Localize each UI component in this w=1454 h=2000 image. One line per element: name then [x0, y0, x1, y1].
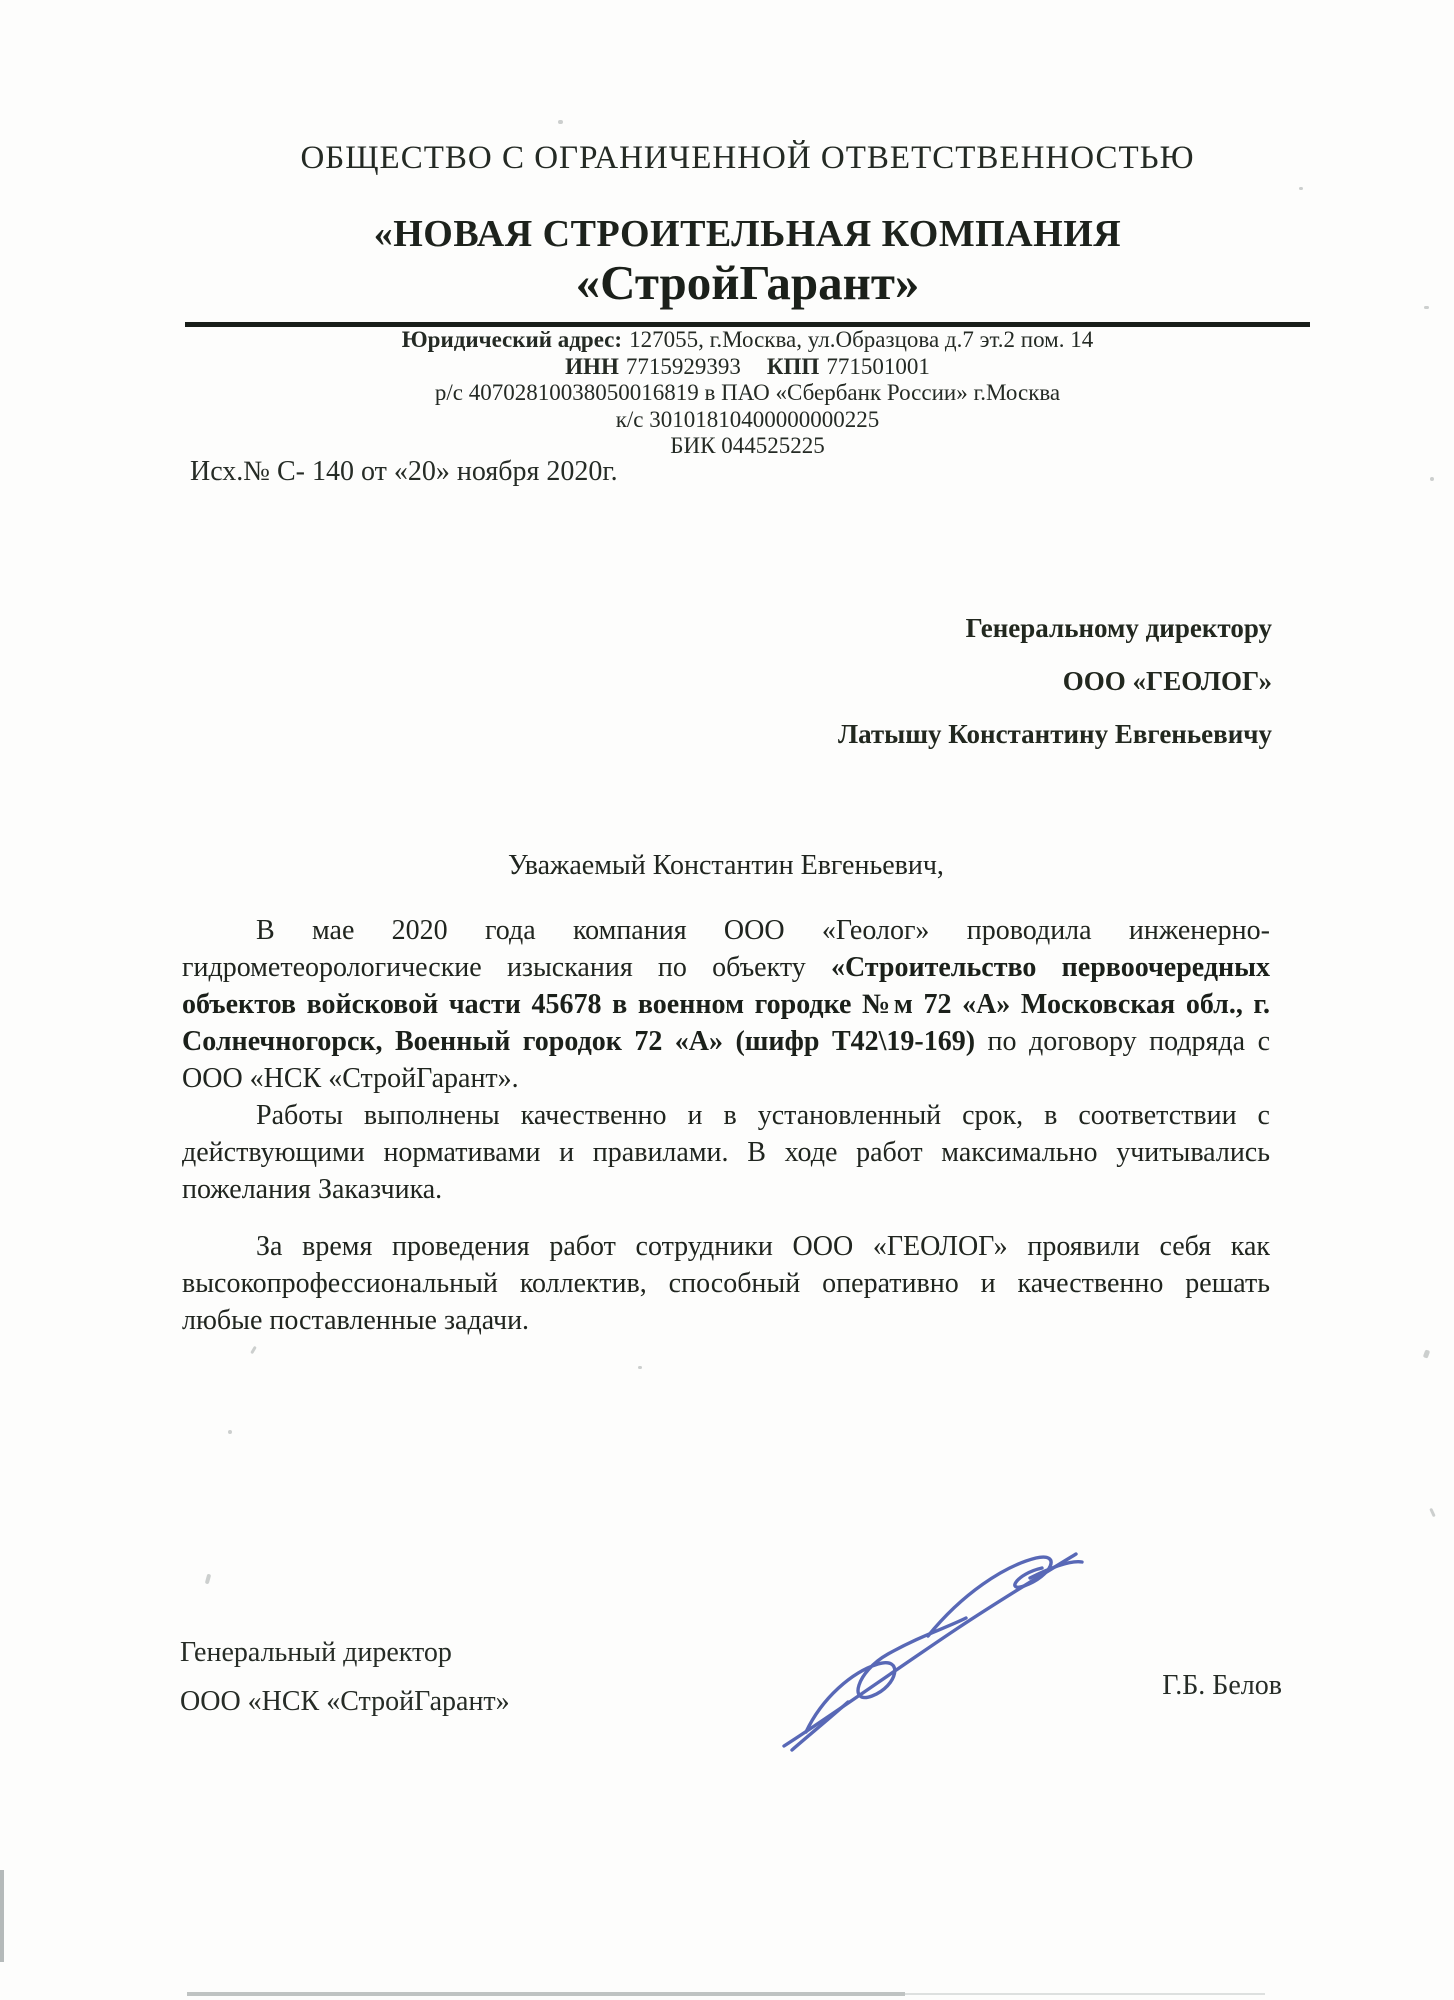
settlement-account-line: р/с 40702810038050016819 в ПАО «Сбербанк России» г.Москва — [434, 380, 1061, 405]
body-line — [182, 1302, 1270, 1339]
body-paragraphs — [182, 912, 1270, 1339]
body-text-bold-segment: «Строительство первоочередных — [830, 952, 1270, 983]
signer-position-line2: ООО «НСК «СтройГарант» — [180, 1686, 510, 1717]
body-line — [182, 1097, 1270, 1134]
paragraph — [182, 912, 1270, 1097]
scan-speck — [1430, 477, 1434, 481]
scan-bottom-streak — [905, 1993, 1265, 1995]
scan-edge-artifact — [0, 1870, 4, 1962]
recipient-block — [838, 612, 1272, 771]
scan-speck — [1424, 306, 1429, 309]
outgoing-number-line: Исх.№ С- 140 от «20» ноября 2020г. — [190, 456, 618, 487]
signer-position-line1: Генеральный директор — [180, 1637, 452, 1668]
scan-speck — [1429, 1508, 1436, 1517]
scan-speck — [1423, 1349, 1430, 1358]
body-text-segment: пожелания Заказчика. — [182, 1174, 443, 1205]
scan-bottom-streak — [187, 1992, 905, 1996]
recipient-position: Генеральному директору — [965, 613, 1272, 643]
body-text-bold-segment: Солнечногорск, Военный городок 72 «А» (шифр Т42\19-169) — [182, 1026, 976, 1057]
body-text-segment: ООО «НСК «СтройГарант». — [182, 1063, 519, 1094]
body-line — [182, 1228, 1270, 1265]
legal-address-line — [185, 327, 1310, 354]
body-line — [182, 1134, 1270, 1171]
body-text-segment: Работы выполнены качественно и в установленный срок, в соответствии с — [256, 1100, 1270, 1131]
paragraph — [182, 1228, 1270, 1339]
company-name-line1: «НОВАЯ СТРОИТЕЛЬНАЯ КОМПАНИЯ — [373, 213, 1122, 255]
scan-speck — [205, 1574, 211, 1585]
handwritten-signature — [778, 1540, 1088, 1755]
bik-line: БИК 044525225 — [670, 433, 825, 458]
scan-speck — [250, 1346, 257, 1354]
body-text-segment: высокопрофессиональный коллектив, способный оперативно и качественно решать — [182, 1268, 1270, 1299]
inn-label: ИНН — [565, 353, 619, 379]
inn-kpp-line — [185, 354, 1310, 381]
recipient-company: ООО «ГЕОЛОГ» — [1062, 666, 1272, 696]
body-text-segment: действующими нормативами и правилами. В ходе работ максимально учитывались — [182, 1137, 1270, 1168]
body-line — [182, 1060, 1270, 1097]
letterhead — [185, 140, 1310, 460]
scan-speck — [228, 1430, 232, 1434]
signer-name: Г.Б. Белов — [1162, 1670, 1282, 1701]
body-text-segment: гидрометеорологические изыскания по объекту — [182, 952, 831, 983]
body-line — [182, 1171, 1270, 1208]
kpp-value: 771501001 — [826, 353, 930, 379]
legal-address-value: 127055, г.Москва, ул.Образцова д.7 эт.2 пом. 14 — [629, 327, 1094, 352]
salutation-line: Уважаемый Константин Евгеньевич, — [508, 850, 944, 881]
scan-speck — [558, 120, 563, 124]
correspondent-account-line: к/с 30101810400000000225 — [615, 406, 880, 432]
paragraph — [182, 1097, 1270, 1208]
body-line — [182, 912, 1270, 949]
recipient-name: Латышу Константину Евгеньевичу — [837, 719, 1272, 749]
company-name-line2: «СтройГарант» — [575, 255, 920, 310]
body-text-segment: по договору подряда с — [975, 1026, 1270, 1057]
body-text-segment: любые поставленные задачи. — [182, 1305, 530, 1336]
body-line — [182, 986, 1270, 1023]
body-text-bold-segment: объектов войсковой части 45678 в военном городке №м 72 «А» Московская обл., г. — [182, 989, 1270, 1020]
body-line — [182, 949, 1270, 986]
org-type-line: ОБЩЕСТВО С ОГРАНИЧЕННОЙ ОТВЕТСТВЕННОСТЬЮ — [300, 140, 1195, 176]
body-line — [182, 1265, 1270, 1302]
kpp-label: КПП — [766, 353, 820, 379]
inn-value: 7715929393 — [625, 353, 741, 379]
scan-speck — [638, 1366, 642, 1369]
legal-address-label: Юридический адрес: — [401, 327, 623, 352]
scan-speck — [1299, 187, 1303, 190]
body-text-segment: За время проведения работ сотрудники ООО «ГЕОЛОГ» проявили себя как — [256, 1231, 1270, 1262]
body-text-segment: В мае 2020 года компания ООО «Геолог» проводила инженерно- — [256, 915, 1270, 946]
signer-position-block — [180, 1628, 510, 1726]
body-line — [182, 1023, 1270, 1060]
